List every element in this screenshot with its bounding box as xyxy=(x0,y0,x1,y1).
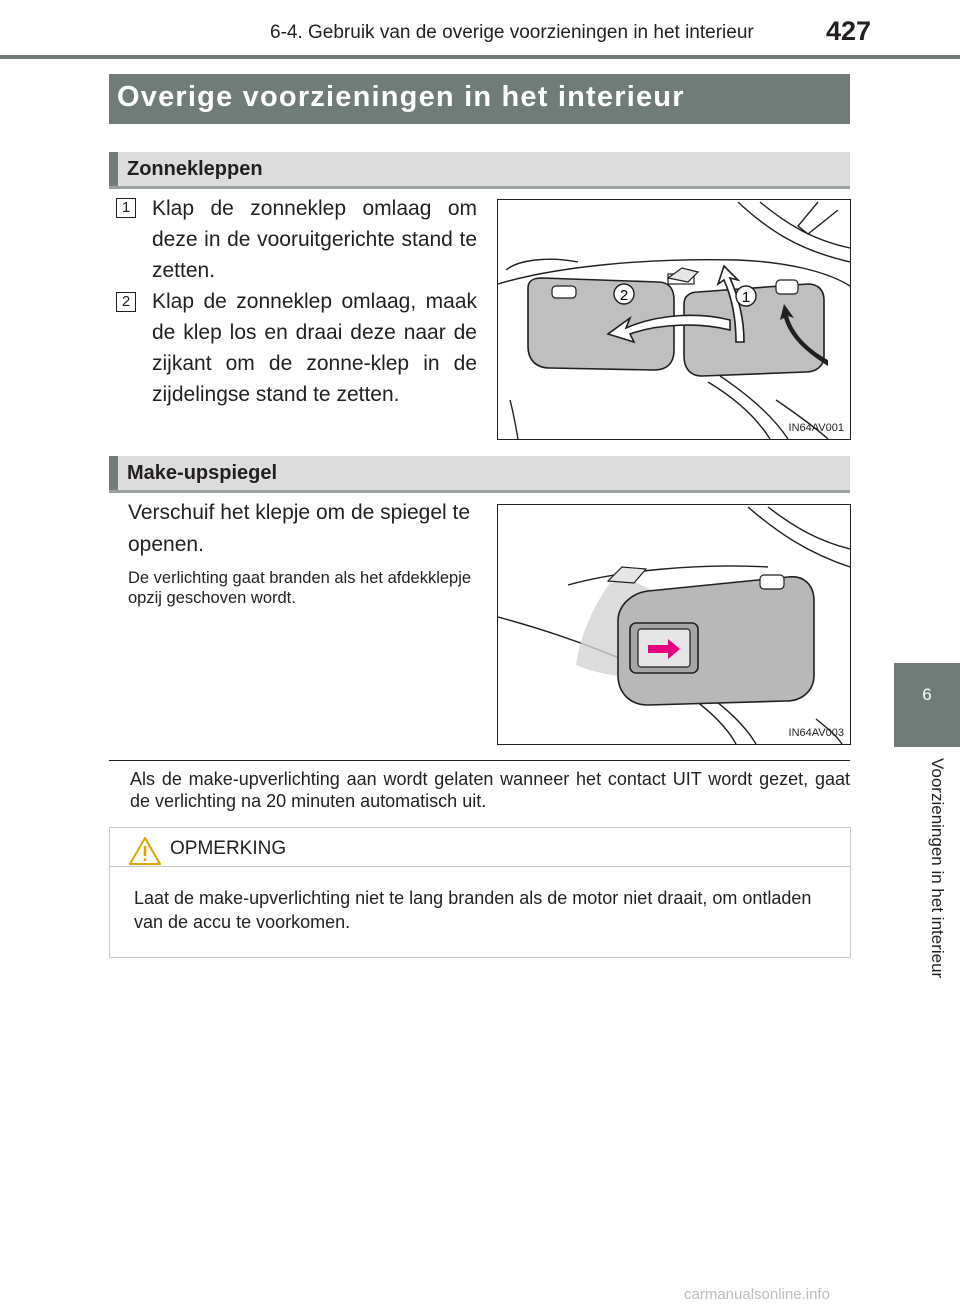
notice-title: OPMERKING xyxy=(170,838,287,859)
page-number: 427 xyxy=(826,16,872,46)
warning-icon xyxy=(128,836,162,866)
notice-divider xyxy=(110,866,850,867)
chapter-side-label-text: Voorzieningen in het interieur xyxy=(928,758,947,979)
step-text-1: Klap de zonneklep omlaag om deze in de vooruitgerichte stand te zetten. xyxy=(152,197,477,282)
sun-visor-figure xyxy=(497,199,851,440)
figure-code: IN64AV003 xyxy=(788,727,844,739)
subsection-heading: Zonnekleppen xyxy=(127,158,263,180)
vanity-mirror-figure xyxy=(497,504,851,745)
sun-visor-illustration xyxy=(498,200,850,439)
header-title: 6-4. Gebruik van de overige voorzieningen in het interieur xyxy=(270,22,754,43)
chapter-tab[interactable] xyxy=(894,663,960,747)
section-divider xyxy=(109,760,850,761)
section-title-bar xyxy=(109,74,850,124)
callout-2: 2 xyxy=(619,287,629,304)
notice-box xyxy=(109,827,851,958)
subsection-vanity-mirror xyxy=(109,456,850,493)
auto-off-paragraph: Als de make-upverlichting aan wordt gelaten wanneer het contact UIT wordt gezet, gaat de verlichting na 20 minuten automatisch uit. xyxy=(130,769,850,811)
header-rule xyxy=(0,55,960,59)
vanity-mirror-illustration xyxy=(498,505,850,744)
step-number-1: 1 xyxy=(116,198,136,218)
chapter-number: 6 xyxy=(922,685,932,704)
watermark: carmanualsonline.info xyxy=(684,1286,830,1303)
mirror-note: De verlichting gaat branden als het afdekklepje opzij geschoven wordt. xyxy=(128,569,472,607)
figure-code: IN64AV001 xyxy=(788,422,844,434)
subsection-heading: Make-upspiegel xyxy=(127,462,278,484)
callout-1: 1 xyxy=(741,289,751,306)
step-text-2: Klap de zonneklep omlaag, maak de klep los en draai deze naar de zijkant om de zonne-klep in de zijdelingse stand te zetten. xyxy=(152,290,477,406)
notice-body: Laat de make-upverlichting niet te lang branden als de motor niet draait, om ontladen van de accu te voorkomen. xyxy=(134,888,812,932)
step-number-2: 2 xyxy=(116,292,136,312)
section-title: Overige voorzieningen in het interieur xyxy=(117,81,685,113)
subsection-accent xyxy=(109,152,118,186)
subsection-sun-visors xyxy=(109,152,850,189)
chapter-side-label xyxy=(927,758,947,1018)
mirror-instruction: Verschuif het klepje om de spiegel te openen. xyxy=(128,501,471,556)
subsection-accent xyxy=(109,456,118,490)
